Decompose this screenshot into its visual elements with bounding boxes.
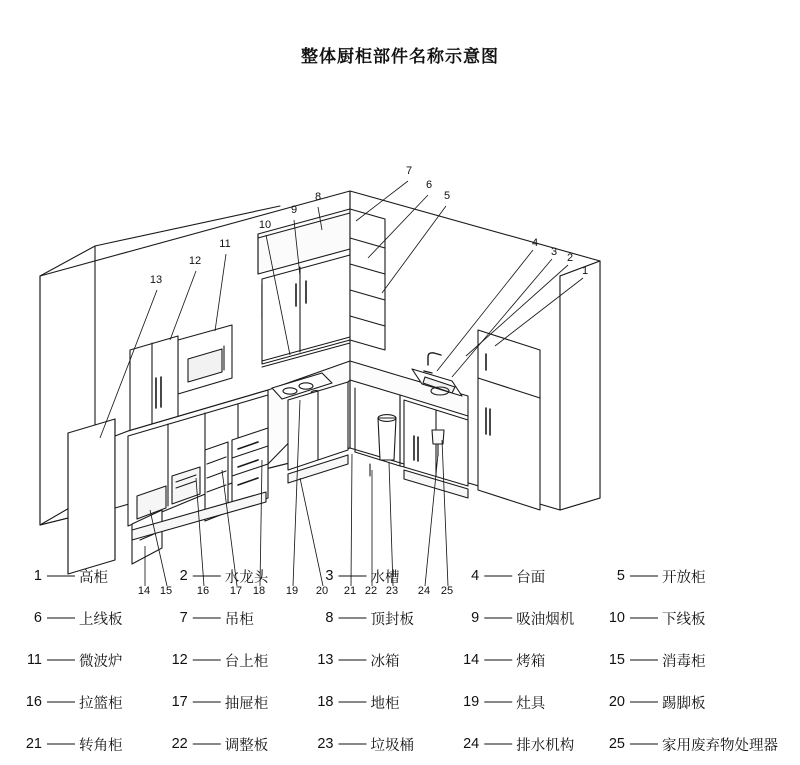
legend-label: 水槽 (370, 569, 400, 586)
legend-label: 烤箱 (516, 653, 546, 670)
legend-separator: —— (47, 694, 74, 710)
legend-separator: —— (630, 694, 657, 710)
legend-separator: —— (630, 610, 657, 626)
legend-separator: —— (484, 610, 512, 626)
legend-separator: —— (47, 568, 74, 584)
callout-number-17: 17 (229, 585, 243, 597)
legend-separator: —— (630, 568, 657, 584)
legend-item-17 (168, 692, 314, 713)
legend-separator: —— (630, 652, 657, 668)
legend-item-20 (605, 692, 778, 713)
legend (0, 555, 800, 765)
legend-separator: —— (484, 694, 512, 710)
callout-number-6: 6 (425, 179, 433, 191)
callout-number-5: 5 (443, 190, 451, 202)
callout-number-20: 20 (315, 585, 329, 597)
callout-number-13: 13 (149, 274, 163, 286)
legend-number: 3 (325, 568, 334, 584)
legend-separator: —— (338, 694, 366, 710)
legend-item-23 (314, 734, 460, 755)
legend-label: 吸油烟机 (516, 611, 575, 628)
legend-label: 上线板 (79, 611, 123, 628)
page-title: 整体厨柜部件名称示意图 (301, 47, 499, 66)
legend-item-5 (605, 566, 778, 587)
callout-number-22: 22 (364, 585, 378, 597)
legend-label: 水龙头 (224, 569, 269, 586)
legend-item-16 (22, 692, 168, 713)
callout-number-18: 18 (252, 585, 266, 597)
legend-label: 家用废弃物处理器 (662, 737, 778, 754)
legend-number: 6 (33, 610, 42, 626)
legend-item-18 (314, 692, 460, 713)
legend-item-21 (22, 734, 168, 755)
callout-number-10: 10 (258, 219, 272, 231)
callout-number-1: 1 (581, 265, 589, 277)
legend-item-4 (459, 566, 605, 587)
legend-number: 5 (616, 568, 625, 584)
legend-number: 4 (471, 568, 480, 584)
callout-number-8: 8 (314, 191, 322, 203)
legend-separator: —— (192, 694, 220, 710)
legend-item-14 (459, 650, 605, 671)
legend-number: 13 (317, 652, 334, 668)
legend-number: 12 (171, 652, 188, 668)
callout-number-19: 19 (285, 585, 299, 597)
legend-item-1 (22, 566, 168, 587)
legend-item-15 (605, 650, 778, 671)
legend-item-10 (605, 608, 778, 629)
legend-number: 8 (325, 610, 334, 626)
legend-item-9 (459, 608, 605, 629)
legend-number: 11 (26, 652, 42, 668)
legend-number: 15 (608, 652, 625, 668)
legend-item-8 (314, 608, 460, 629)
callout-number-16: 16 (196, 585, 210, 597)
callout-number-14: 14 (137, 585, 151, 597)
legend-number: 23 (317, 736, 334, 752)
legend-label: 高柜 (79, 569, 108, 586)
legend-item-2 (168, 566, 314, 587)
legend-number: 14 (463, 652, 480, 668)
legend-number: 7 (179, 610, 188, 626)
callout-number-4: 4 (531, 237, 539, 249)
legend-separator: —— (47, 736, 74, 752)
legend-label: 下线板 (662, 611, 706, 628)
legend-separator: —— (338, 652, 366, 668)
legend-number: 18 (317, 694, 334, 710)
callout-number-15: 15 (159, 585, 173, 597)
legend-label: 踢脚板 (662, 695, 706, 712)
legend-number: 22 (171, 736, 188, 752)
callout-number-21: 21 (343, 585, 357, 597)
callout-number-7: 7 (405, 165, 413, 177)
legend-label: 台上柜 (224, 653, 269, 670)
legend-separator: —— (192, 736, 220, 752)
legend-label: 地柜 (370, 695, 400, 712)
legend-separator: —— (484, 652, 512, 668)
callout-number-24: 24 (417, 585, 431, 597)
legend-number: 24 (463, 736, 480, 752)
legend-separator: —— (484, 736, 512, 752)
callout-number-9: 9 (290, 204, 298, 216)
callout-number-12: 12 (188, 255, 202, 267)
legend-label: 垃圾桶 (370, 737, 414, 754)
legend-item-22 (168, 734, 314, 755)
legend-label: 消毒柜 (662, 653, 706, 670)
legend-item-7 (168, 608, 314, 629)
legend-number: 9 (471, 610, 480, 626)
legend-label: 台面 (516, 569, 546, 586)
legend-item-12 (168, 650, 314, 671)
legend-label: 微波炉 (79, 653, 123, 670)
legend-number: 2 (179, 568, 188, 584)
legend-item-6 (22, 608, 168, 629)
legend-number: 1 (33, 568, 42, 584)
legend-number: 10 (608, 610, 625, 626)
legend-label: 调整板 (224, 737, 269, 754)
legend-label: 抽屉柜 (224, 695, 269, 712)
legend-label: 排水机构 (516, 737, 575, 754)
legend-separator: —— (47, 610, 74, 626)
legend-label: 转角柜 (79, 737, 123, 754)
callout-number-2: 2 (566, 252, 574, 264)
legend-label: 拉篮柜 (79, 695, 123, 712)
callout-number-11: 11 (219, 238, 231, 250)
legend-number: 21 (25, 736, 42, 752)
callout-number-3: 3 (550, 246, 558, 258)
callout-number-23: 23 (385, 585, 399, 597)
legend-separator: —— (338, 736, 366, 752)
legend-item-3 (314, 566, 460, 587)
legend-item-19 (459, 692, 605, 713)
legend-label: 吊柜 (224, 611, 254, 628)
legend-separator: —— (192, 652, 220, 668)
legend-label: 顶封板 (370, 611, 414, 628)
legend-item-13 (314, 650, 460, 671)
legend-separator: —— (192, 610, 220, 626)
legend-separator: —— (47, 652, 74, 668)
legend-label: 开放柜 (662, 569, 706, 586)
legend-item-11 (22, 650, 168, 671)
legend-number: 16 (25, 694, 42, 710)
legend-label: 灶具 (516, 695, 546, 712)
legend-separator: —— (192, 568, 220, 584)
legend-number: 19 (463, 694, 480, 710)
legend-separator: —— (484, 568, 512, 584)
legend-number: 17 (171, 694, 188, 710)
legend-item-25 (605, 734, 778, 755)
legend-item-24 (459, 734, 605, 755)
callout-number-25: 25 (440, 585, 454, 597)
legend-separator: —— (630, 736, 657, 752)
legend-label: 冰箱 (370, 653, 400, 670)
legend-number: 25 (608, 736, 625, 752)
legend-separator: —— (338, 610, 366, 626)
legend-separator: —— (338, 568, 366, 584)
legend-number: 20 (608, 694, 625, 710)
